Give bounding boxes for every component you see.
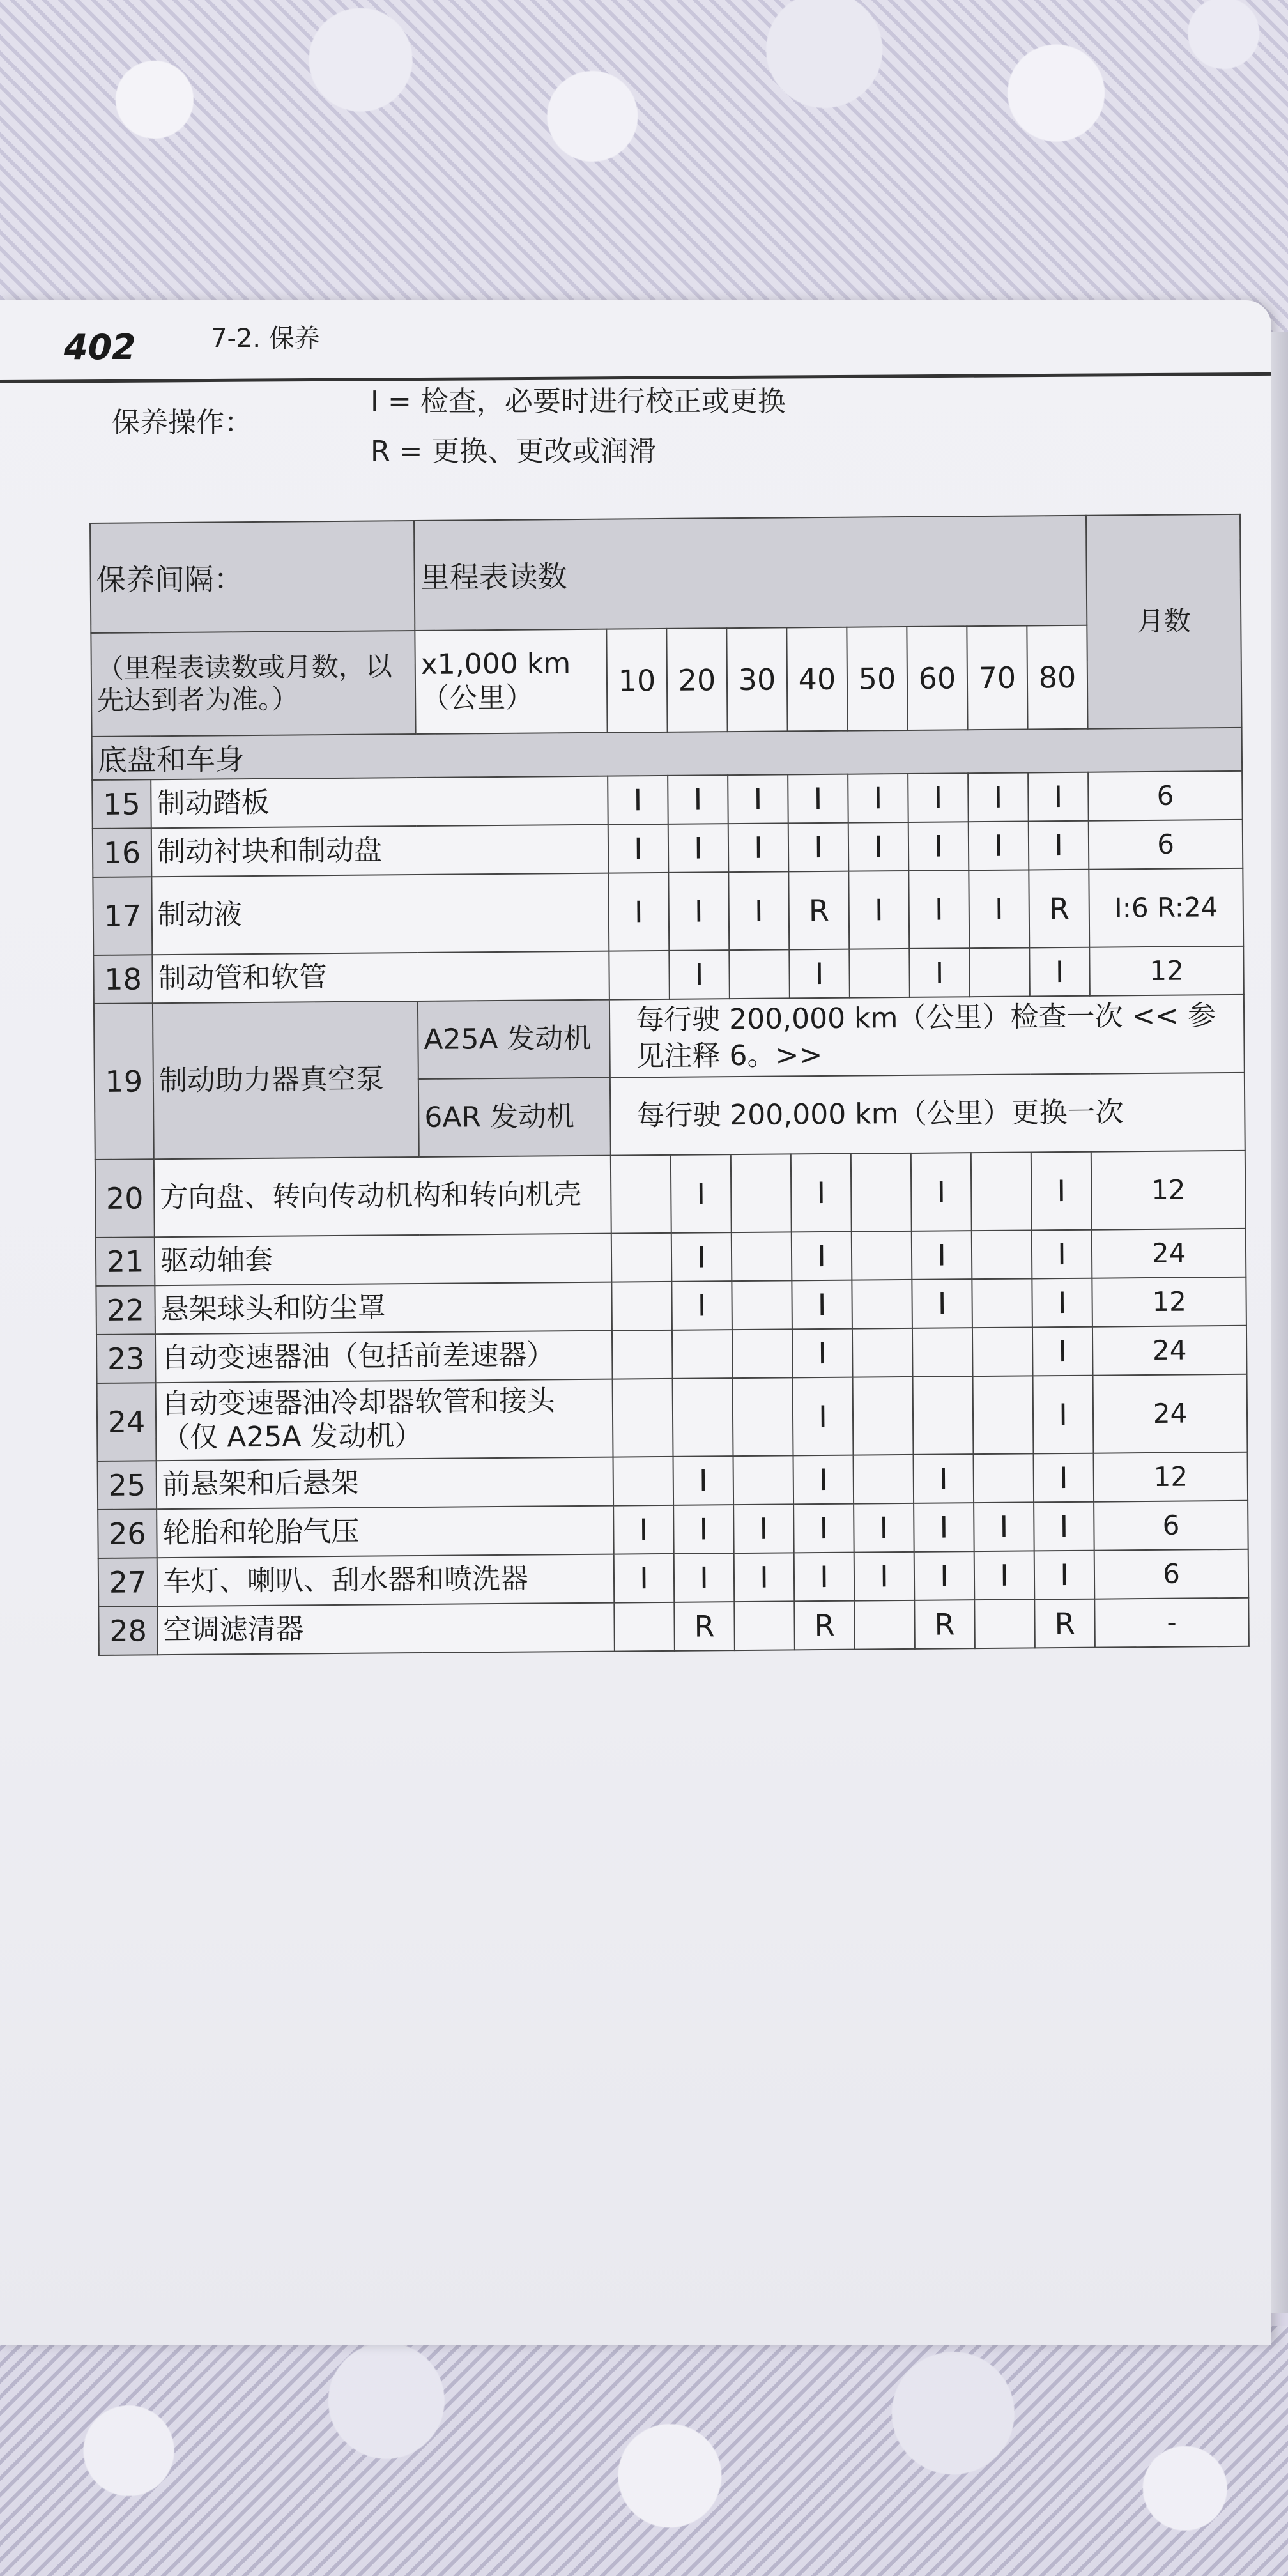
mark-cell [611, 1155, 671, 1234]
mark-cell: I [788, 774, 848, 824]
table-row [98, 1452, 1248, 1510]
km-header-40: 40 [786, 627, 847, 732]
item-name: 自动变速器油（包括前差速器） [155, 1331, 613, 1383]
maintenance-table [89, 514, 1248, 1656]
mark-cell [673, 1378, 733, 1457]
item-name: 制动踏板 [151, 776, 608, 829]
mark-cell: I [668, 824, 729, 873]
mark-cell: I [608, 824, 669, 873]
interval-note: （里程表读数或月数，以先达到者为准。） [91, 631, 415, 737]
item-name: 制动衬块和制动盘 [151, 825, 609, 877]
mark-cell: I [794, 1552, 855, 1602]
mark-cell: I [673, 1505, 734, 1554]
mark-cell [854, 1455, 914, 1504]
mark-cell: I [1032, 1278, 1092, 1328]
mark-cell: I [1034, 1551, 1095, 1600]
km-header-80: 80 [1027, 625, 1087, 730]
mark-cell [733, 1455, 794, 1505]
mark-cell [612, 1330, 673, 1379]
mark-cell [854, 1600, 915, 1650]
mark-cell: I [1029, 821, 1089, 870]
mark-cell: I [909, 948, 970, 997]
row-number: 21 [96, 1237, 155, 1286]
table-row [96, 1326, 1247, 1383]
months-value: I:6 R:24 [1089, 868, 1243, 947]
months-value: 12 [1094, 1452, 1248, 1502]
mark-cell: I [614, 1554, 675, 1603]
mark-cell [614, 1602, 675, 1652]
months-value: 6 [1094, 1549, 1249, 1599]
mark-cell: I [914, 1551, 975, 1600]
row-number: 23 [96, 1334, 156, 1383]
mark-cell: R [794, 1601, 855, 1650]
mark-cell: I [908, 870, 969, 949]
mark-cell: I [792, 1280, 852, 1330]
mark-cell: I [969, 870, 1029, 948]
mark-cell [734, 1601, 795, 1650]
item-name: 方向盘、转向传动机构和转向机壳 [154, 1156, 611, 1238]
mark-cell [611, 1233, 672, 1282]
months-value: 12 [1092, 1277, 1246, 1327]
km-header-70: 70 [967, 625, 1027, 730]
mark-cell: I [913, 1454, 974, 1503]
table-row [93, 946, 1244, 1004]
mark-cell [851, 1153, 912, 1232]
mark-cell: I [848, 822, 909, 871]
table-row [98, 1501, 1248, 1558]
mark-cell: I [793, 1504, 854, 1553]
mark-cell: I [854, 1552, 915, 1601]
table-row [93, 820, 1243, 877]
legend-label: 保养操作： [112, 406, 252, 439]
months-value: 24 [1092, 1326, 1247, 1376]
table-row [96, 1229, 1246, 1286]
mark-cell [972, 1230, 1032, 1279]
mark-cell [613, 1379, 673, 1457]
months-value: 12 [1089, 946, 1244, 996]
mark-cell [974, 1599, 1035, 1648]
mark-cell: I [789, 949, 850, 999]
km-header-30: 30 [726, 627, 787, 732]
table-row [92, 771, 1243, 829]
mark-cell: I [793, 1377, 854, 1456]
item-name: 悬架球头和防尘罩 [155, 1282, 612, 1335]
mark-cell: I [674, 1553, 735, 1602]
months-value: 24 [1092, 1229, 1246, 1278]
mark-cell: I [912, 1279, 972, 1328]
odometer-label: 里程表读数 [414, 516, 1087, 631]
mark-cell: I [728, 823, 789, 872]
mark-cell: I [1031, 1152, 1092, 1230]
km-header-20: 20 [666, 628, 727, 732]
row-number: 25 [98, 1460, 157, 1510]
mark-cell: I [671, 1154, 732, 1233]
unit-label: x1,000 km（公里） [415, 629, 607, 734]
months-value: 12 [1091, 1151, 1246, 1230]
mark-cell [913, 1376, 974, 1455]
mark-cell: I [1029, 947, 1090, 997]
mark-cell: I [848, 871, 909, 949]
item-name: 车灯、喇叭、刮水器和喷洗器 [157, 1554, 615, 1607]
mark-cell [852, 1328, 913, 1377]
mark-cell [609, 951, 670, 1000]
table-row [93, 868, 1243, 955]
row-number: 28 [98, 1606, 158, 1655]
km-header-50: 50 [847, 627, 907, 731]
months-value: 6 [1089, 820, 1243, 870]
km-header-10: 10 [606, 629, 667, 733]
row-number: 16 [93, 828, 152, 877]
mark-cell: I [793, 1455, 854, 1505]
mark-cell: I [734, 1552, 795, 1602]
page-edge [1271, 332, 1288, 2313]
item-name: 轮胎和轮胎气压 [157, 1506, 614, 1558]
section-title: 7-2. 保养 [211, 324, 320, 353]
row-number: 27 [98, 1558, 158, 1607]
background-lace-top [0, 0, 1288, 332]
mark-cell: I [1033, 1376, 1094, 1454]
mark-cell: I [668, 775, 728, 824]
mark-cell [973, 1453, 1034, 1503]
legend-replace: R = 更换、更改或润滑 [371, 435, 657, 468]
mark-cell: I [733, 1504, 794, 1553]
mark-cell: I [969, 821, 1029, 870]
mark-cell: I [974, 1502, 1034, 1551]
mark-cell: I [613, 1505, 674, 1554]
mark-cell: I [728, 871, 789, 950]
mark-cell: R [674, 1602, 735, 1651]
mark-cell: I [1032, 1230, 1092, 1279]
km-header-60: 60 [907, 626, 967, 730]
mark-cell: I [792, 1329, 853, 1378]
item-name: 驱动轴套 [155, 1234, 612, 1286]
mark-cell [732, 1280, 792, 1330]
row-number: 18 [93, 954, 153, 1004]
mark-cell [731, 1154, 792, 1232]
mark-cell [853, 1377, 914, 1455]
engine-6ar: 6AR 发动机 [418, 1078, 611, 1157]
item-name: 制动助力器真空泵 [153, 1001, 419, 1159]
table-row [95, 1151, 1246, 1238]
mark-cell: R [1029, 870, 1089, 948]
months-value: - [1094, 1598, 1249, 1648]
row-number: 19 [94, 1003, 154, 1160]
note-6ar: 每行驶 200,000 km（公里）更换一次 [610, 1073, 1245, 1156]
background-lace-bottom [0, 2326, 1288, 2576]
row-number: 15 [92, 779, 151, 829]
mark-cell: I [671, 1281, 732, 1330]
mark-cell: I [1028, 772, 1089, 822]
item-name: 制动管和软管 [152, 951, 610, 1004]
mark-cell: I [854, 1503, 914, 1552]
section-chassis-body: 底盘和车身 [92, 728, 1243, 780]
mark-cell: I [608, 873, 669, 951]
mark-cell: R [1034, 1599, 1095, 1648]
mark-cell [732, 1329, 793, 1378]
mark-cell [973, 1376, 1034, 1454]
table-row [98, 1598, 1249, 1655]
mark-cell [912, 1328, 973, 1377]
mark-cell [729, 949, 790, 999]
table-row [97, 1374, 1248, 1461]
mark-cell: I [848, 774, 908, 823]
engine-a25a: A25A 发动机 [418, 1000, 610, 1079]
months-header: 月数 [1086, 514, 1242, 729]
mark-cell: R [914, 1600, 975, 1649]
interval-label: 保养间隔： [90, 521, 415, 633]
mark-cell: I [788, 823, 849, 872]
mark-cell: I [673, 1456, 734, 1505]
mark-cell [672, 1330, 733, 1379]
mark-cell [733, 1377, 793, 1456]
mark-cell: I [728, 774, 788, 824]
mark-cell: I [911, 1153, 972, 1231]
mark-cell: I [974, 1551, 1035, 1600]
table-row-19a [94, 995, 1245, 1082]
mark-cell [852, 1231, 912, 1280]
mark-cell: I [791, 1154, 852, 1232]
mark-cell: I [908, 822, 969, 871]
item-name: 空调滤清器 [157, 1603, 615, 1655]
mark-cell: I [1034, 1502, 1094, 1551]
row-number: 26 [98, 1509, 157, 1558]
mark-cell [611, 1282, 672, 1331]
item-name: 制动液 [151, 873, 609, 955]
table-row [96, 1277, 1246, 1335]
note-a25a: 每行驶 200,000 km（公里）检查一次 << 参见注释 6。>> [610, 995, 1245, 1078]
row-number: 17 [93, 877, 152, 955]
row-number: 20 [95, 1159, 155, 1238]
mark-cell: I [671, 1232, 732, 1282]
months-value: 24 [1093, 1374, 1248, 1453]
mark-cell: I [792, 1232, 852, 1281]
mark-cell [732, 1232, 792, 1281]
mark-cell: I [1032, 1327, 1093, 1376]
mark-cell: I [908, 773, 969, 822]
mark-cell: I [608, 776, 668, 825]
row-number: 24 [97, 1383, 157, 1461]
months-value: 6 [1094, 1501, 1248, 1551]
mark-cell [852, 1280, 912, 1329]
mark-cell: I [914, 1503, 974, 1552]
mark-cell [849, 949, 910, 998]
mark-cell: R [788, 871, 849, 950]
months-value: 6 [1088, 771, 1243, 821]
mark-cell: I [912, 1230, 972, 1280]
mark-cell [613, 1457, 674, 1506]
page-number: 402 [64, 327, 136, 367]
legend-inspect: I = 检查，必要时进行校正或更换 [371, 385, 786, 418]
mark-cell: I [968, 772, 1029, 822]
item-name: 前悬架和后悬架 [157, 1457, 614, 1510]
mark-cell [969, 947, 1030, 997]
mark-cell: I [1033, 1453, 1094, 1503]
row-number: 22 [96, 1285, 155, 1335]
mark-cell [971, 1152, 1032, 1230]
mark-cell [972, 1327, 1033, 1376]
table-row [98, 1549, 1249, 1607]
mark-cell [972, 1278, 1032, 1328]
item-name: 自动变速器油冷却器软管和接头（仅 A25A 发动机） [156, 1379, 613, 1461]
mark-cell: I [669, 950, 730, 999]
mark-cell: I [668, 872, 729, 951]
